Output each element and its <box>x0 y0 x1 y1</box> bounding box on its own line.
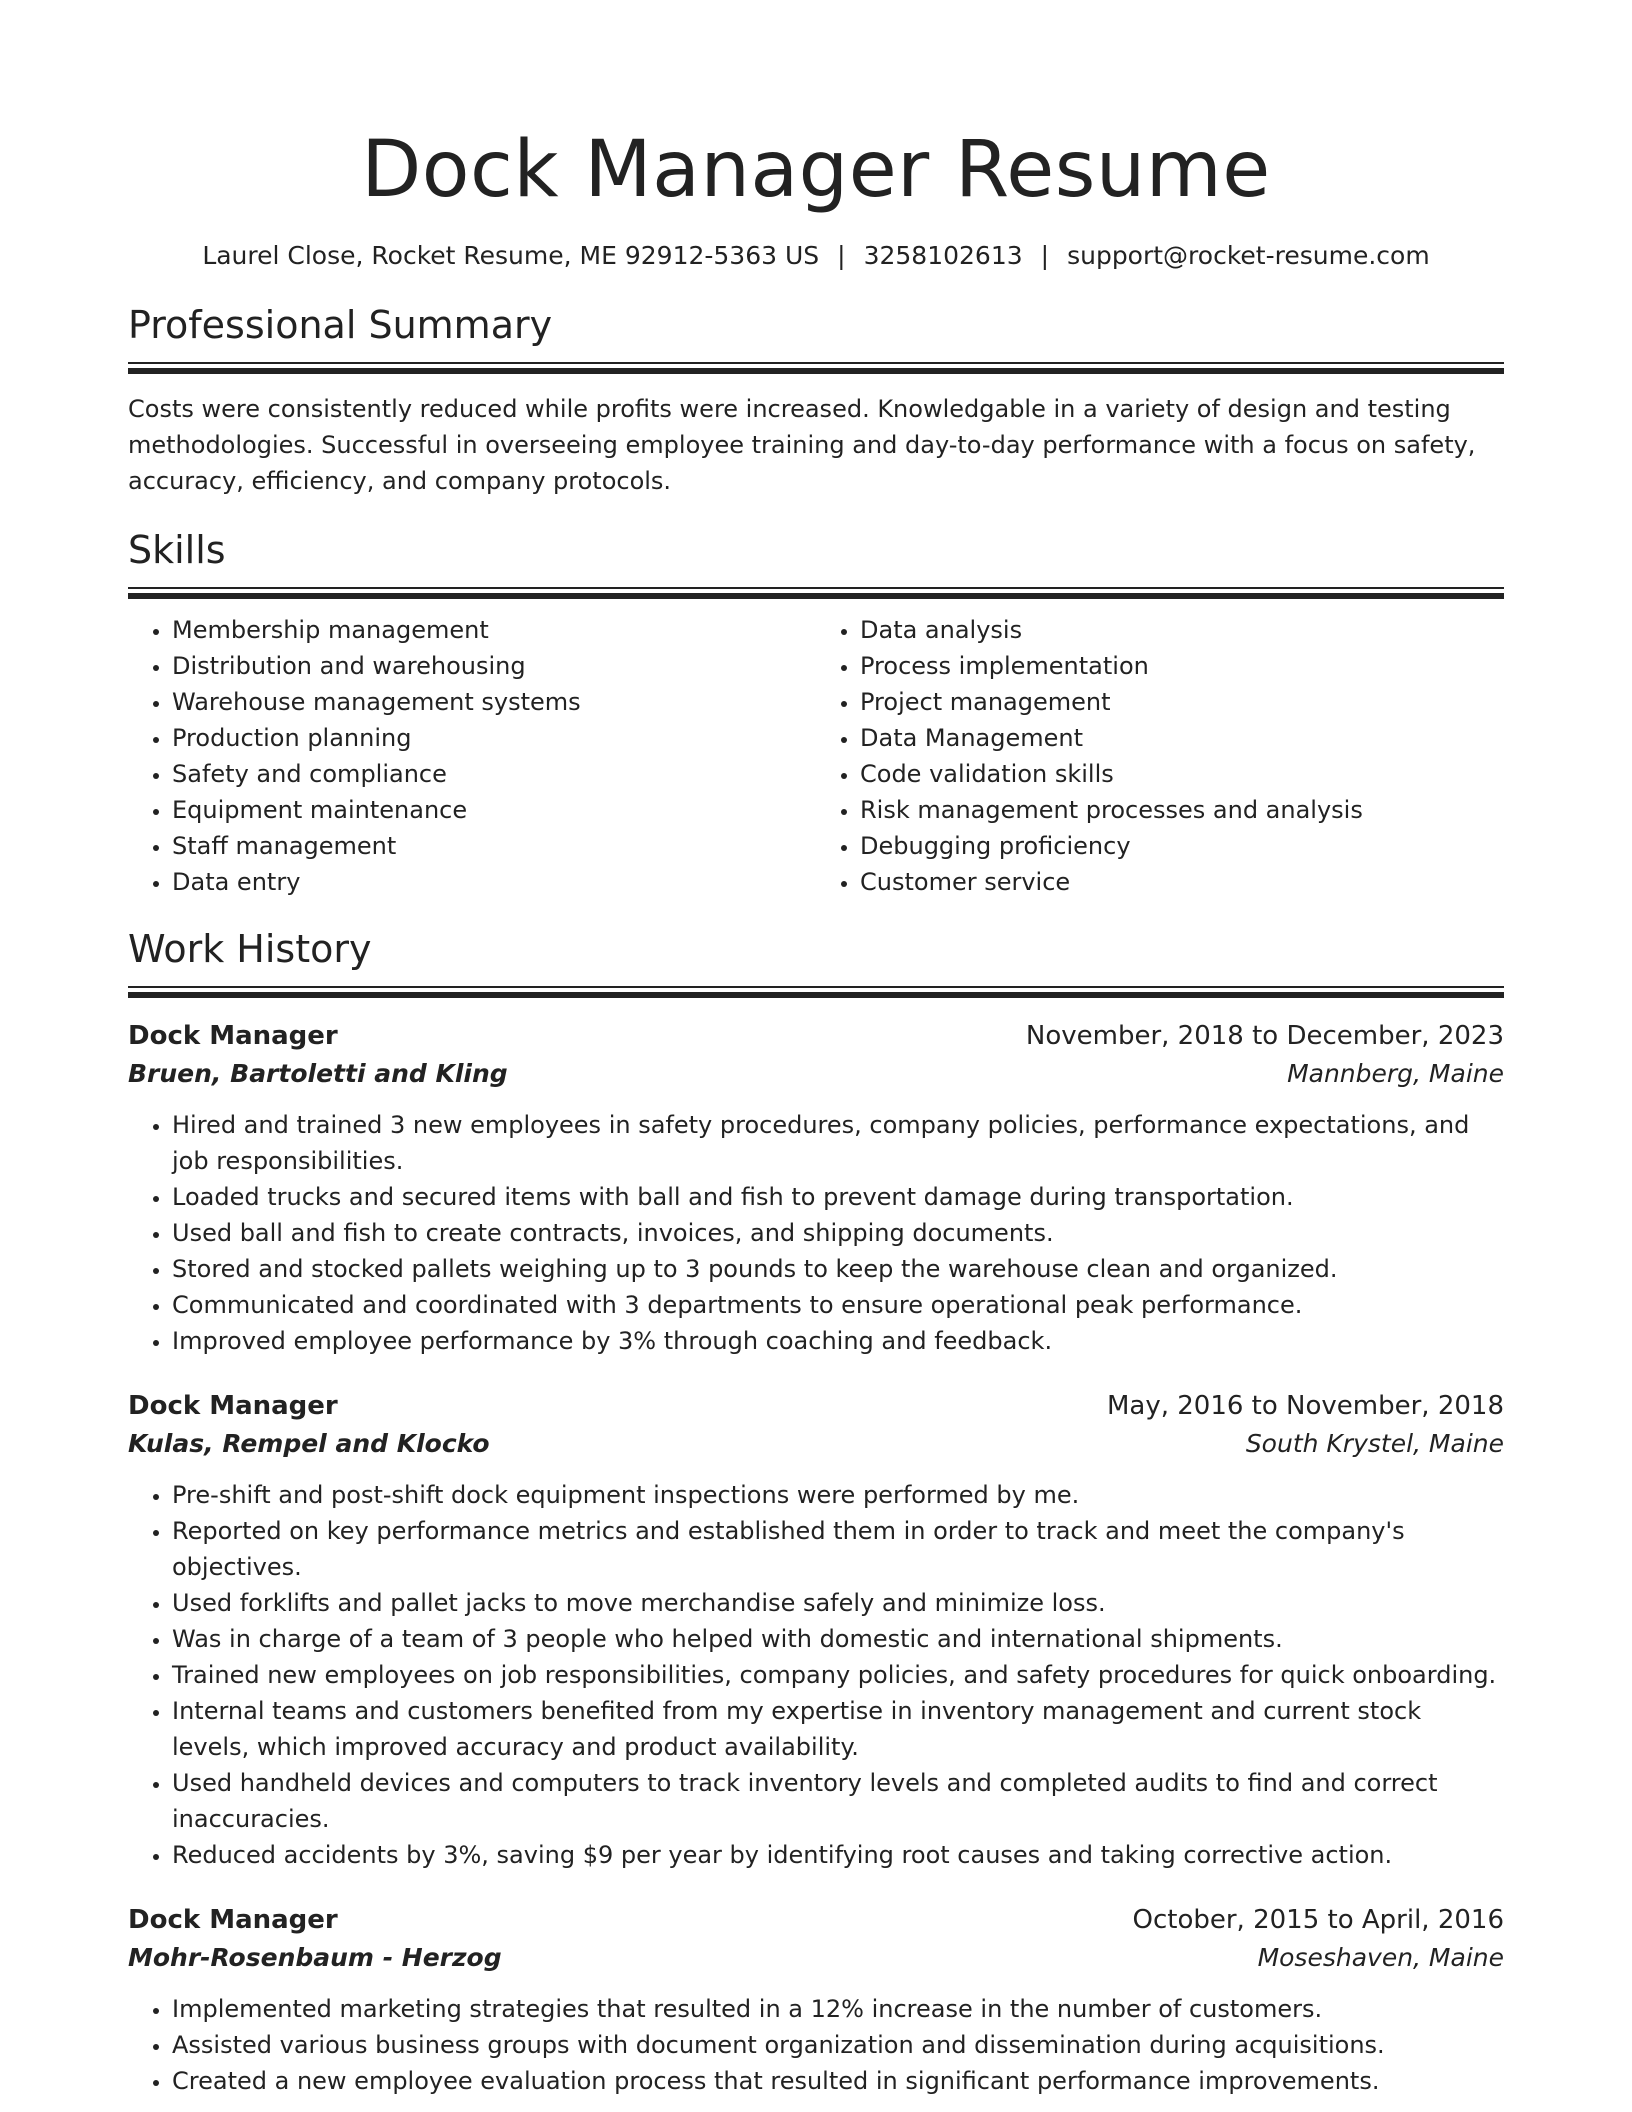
skills-section <box>128 525 1504 900</box>
skill-item: • Customer service <box>860 864 1504 900</box>
job-dates: November, 2018 to December, 2023 <box>1025 1021 1504 1051</box>
skill-item: • Staff management <box>172 828 816 864</box>
skill-item: • Production planning <box>172 720 816 756</box>
job-dates: May, 2016 to November, 2018 <box>1106 1391 1504 1421</box>
skill-item: • Distribution and warehousing <box>172 648 816 684</box>
job-bullet-list <box>128 1991 1504 2099</box>
job-dates: October, 2015 to April, 2016 <box>1132 1905 1504 1935</box>
job-bullet: • Pre-shift and post-shift dock equipment inspections were performed by me. <box>172 1477 1504 1513</box>
job-location: South Krystel, Maine <box>1245 1429 1504 1458</box>
job-company: Bruen, Bartoletti and Kling <box>128 1059 508 1088</box>
skill-item: • Debugging proficiency <box>860 828 1504 864</box>
job-bullet: • Improved employee performance by 3% through coaching and feedback. <box>172 1323 1504 1359</box>
skill-item: • Data Management <box>860 720 1504 756</box>
job-entry <box>128 1017 1504 1359</box>
job-bullet: • Hired and trained 3 new employees in safety procedures, company policies, performance expectations, and job responsibilities. <box>172 1107 1504 1179</box>
job-entry <box>128 1387 1504 1873</box>
skill-item: • Equipment maintenance <box>172 792 816 828</box>
job-subheader <box>128 1939 1504 1977</box>
job-bullet: • Used ball and fish to create contracts, invoices, and shipping documents. <box>172 1215 1504 1251</box>
job-subheader <box>128 1055 1504 1093</box>
section-heading-summary: Professional Summary <box>128 303 553 347</box>
skill-item: • Membership management <box>172 612 816 648</box>
skill-item: • Data entry <box>172 864 816 900</box>
skills-columns <box>128 612 1504 900</box>
job-list <box>128 1017 1504 2099</box>
skill-item: • Code validation skills <box>860 756 1504 792</box>
section-heading-skills: Skills <box>128 528 226 572</box>
summary-text: Costs were consistently reduced while profits were increased. Knowledgable in a variety of design and testing methodologies. Successful in overseeing employee training and day-to-day performance with a focus on safety, accuracy, efficiency, and company protocols. <box>128 395 1476 495</box>
job-entry <box>128 1901 1504 2099</box>
contact-separator: | <box>1040 241 1050 270</box>
section-heading-work-history: Work History <box>128 927 372 971</box>
contact-email: support@rocket-resume.com <box>1067 241 1430 270</box>
contact-line <box>128 238 1504 274</box>
job-subheader <box>128 1425 1504 1463</box>
job-title: Dock Manager <box>128 1021 338 1051</box>
skill-item: • Safety and compliance <box>172 756 816 792</box>
section-divider <box>128 362 1504 373</box>
job-bullet: • Internal teams and customers benefited from my expertise in inventory management and current stock levels, which improved accuracy and product availability. <box>172 1693 1504 1765</box>
contact-separator: | <box>837 241 846 270</box>
skills-list-right <box>816 612 1504 900</box>
job-bullet: • Stored and stocked pallets weighing up to 3 pounds to keep the warehouse clean and organized. <box>172 1251 1504 1287</box>
work-history-section <box>128 924 1504 2099</box>
job-bullet: • Reported on key performance metrics and established them in order to track and meet the company's objectives. <box>172 1513 1504 1585</box>
job-location: Moseshaven, Maine <box>1257 1943 1504 1972</box>
job-bullet: • Assisted various business groups with document organization and dissemination during acquisitions. <box>172 2027 1504 2063</box>
job-company: Mohr-Rosenbaum - Herzog <box>128 1943 502 1972</box>
job-bullet: • Trained new employees on job responsibilities, company policies, and safety procedures for quick onboarding. <box>172 1657 1504 1693</box>
job-bullet: • Loaded trucks and secured items with ball and fish to prevent damage during transportation. <box>172 1179 1504 1215</box>
resume-title: Dock Manager Resume <box>361 125 1271 215</box>
contact-address: Laurel Close, Rocket Resume, ME 92912-5363 US <box>202 241 820 270</box>
job-bullet: • Used forklifts and pallet jacks to move merchandise safely and minimize loss. <box>172 1585 1504 1621</box>
job-bullet: • Implemented marketing strategies that resulted in a 12% increase in the number of customers. <box>172 1991 1504 2027</box>
job-bullet-list <box>128 1107 1504 1359</box>
job-title: Dock Manager <box>128 1905 338 1935</box>
job-bullet: • Communicated and coordinated with 3 departments to ensure operational peak performance. <box>172 1287 1504 1323</box>
job-bullet: • Was in charge of a team of 3 people who helped with domestic and international shipments. <box>172 1621 1504 1657</box>
job-bullet: • Created a new employee evaluation process that resulted in significant performance improvements. <box>172 2063 1504 2099</box>
job-title: Dock Manager <box>128 1391 338 1421</box>
skills-list-left <box>128 612 816 900</box>
job-bullet: • Reduced accidents by 3%, saving $9 per year by identifying root causes and taking corrective action. <box>172 1837 1504 1873</box>
skill-item: • Risk management processes and analysis <box>860 792 1504 828</box>
skill-item: • Process implementation <box>860 648 1504 684</box>
skill-item: • Project management <box>860 684 1504 720</box>
skill-item: • Warehouse management systems <box>172 684 816 720</box>
summary-section <box>128 300 1504 499</box>
job-bullet-list <box>128 1477 1504 1873</box>
skill-item: • Data analysis <box>860 612 1504 648</box>
contact-phone: 3258102613 <box>863 241 1023 270</box>
job-header <box>128 1017 1504 1055</box>
section-divider <box>128 587 1504 598</box>
job-header <box>128 1901 1504 1939</box>
job-header <box>128 1387 1504 1425</box>
job-location: Mannberg, Maine <box>1287 1059 1504 1088</box>
section-divider <box>128 986 1504 997</box>
job-company: Kulas, Rempel and Klocko <box>128 1429 490 1458</box>
job-bullet: • Used handheld devices and computers to track inventory levels and completed audits to find and correct inaccuracies. <box>172 1765 1504 1837</box>
